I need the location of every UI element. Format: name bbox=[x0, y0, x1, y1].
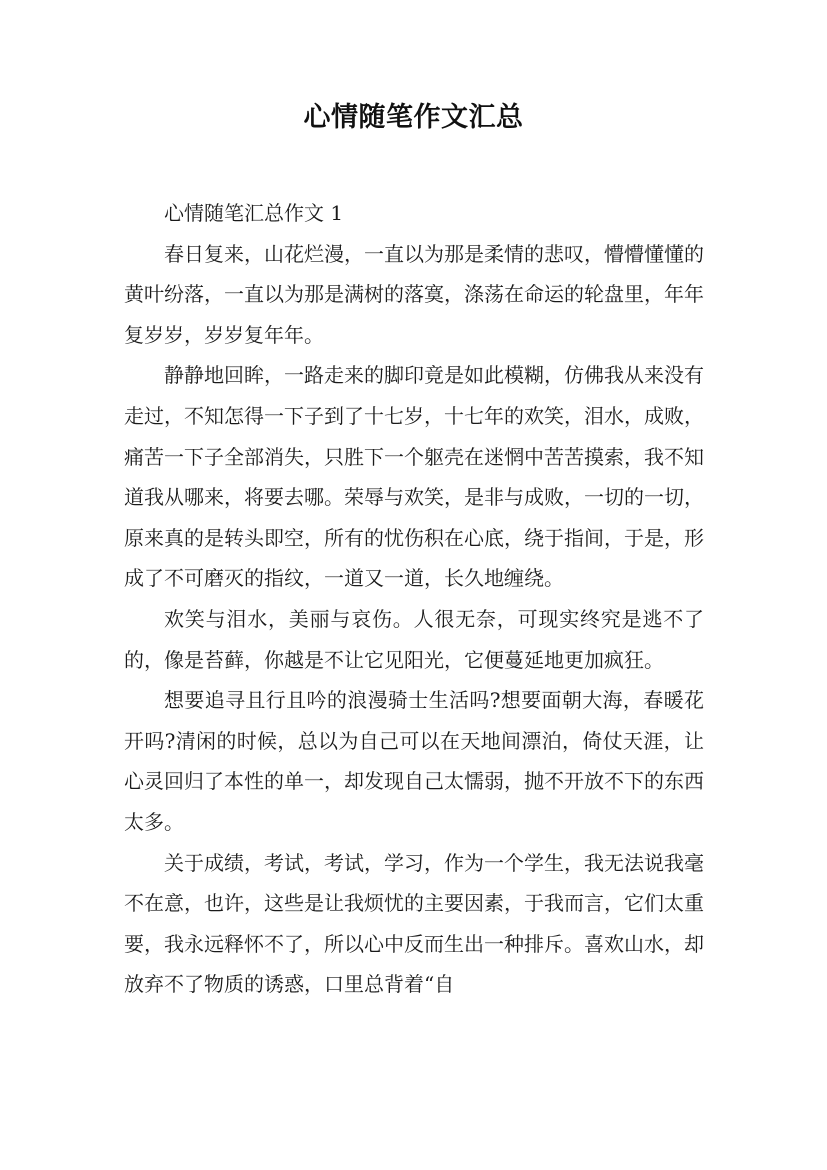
paragraph-2: 静静地回眸，一路走来的脚印竟是如此模糊，仿佛我从来没有走过，不知怎得一下子到了十七岁，十七年的欢笑，泪水，成败，痛苦一下子全部消失，只胜下一个躯壳在迷惘中苦苦摸索，我不知道我从哪来，将要去哪。荣辱与欢笑，是非与成败，一切的一切，原来真的是转头即空，所有的忧伤积在心底，绕于指间，于是，形成了不可磨灭的指纹，一道又一道，长久地缠绕。 bbox=[124, 363, 704, 591]
paragraph-3: 欢笑与泪水，美丽与哀伤。人很无奈，可现实终究是逃不了的，像是苔藓，你越是不让它见阳光，它便蔓延地更加疯狂。 bbox=[124, 606, 704, 672]
paragraph-4: 想要追寻且行且吟的浪漫骑士生活吗?想要面朝大海，春暖花开吗?清闲的时候，总以为自己可以在天地间漂泊，倚仗天涯，让心灵回归了本性的单一，却发现自己太懦弱，抛不开放不下的东西太多。 bbox=[124, 688, 704, 834]
document-title: 心情随笔作文汇总 bbox=[303, 102, 524, 133]
paragraph-1: 春日复来，山花烂漫，一直以为那是柔情的悲叹，懵懵懂懂的黄叶纷落，一直以为那是满树的落寞，涤荡在命运的轮盘里，年年复岁岁，岁岁复年年。 bbox=[124, 241, 704, 347]
paragraph-5: 关于成绩，考试，考试，学习，作为一个学生，我无法说我毫不在意，也许，这些是让我烦忧的主要因素，于我而言，它们太重要，我永远释怀不了，所以心中反而生出一种排斥。喜欢山水，却放弃不了物质的诱惑，口里总背着“自 bbox=[124, 850, 704, 997]
document-body bbox=[124, 193, 704, 1005]
essay-subheading: 心情随笔汇总作文 1 bbox=[164, 201, 344, 225]
